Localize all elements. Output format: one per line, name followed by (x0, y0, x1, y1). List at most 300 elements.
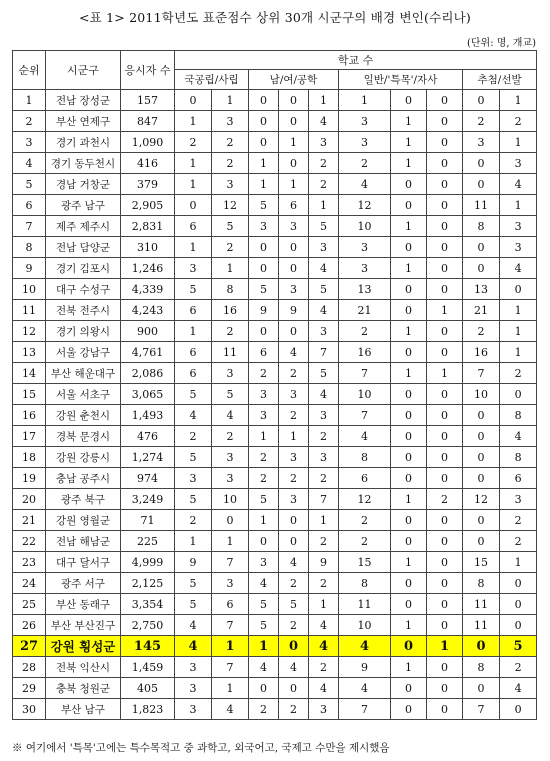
table-row (13, 216, 537, 237)
school-count-cell: 4 (175, 405, 212, 426)
school-count-cell: 4 (212, 405, 249, 426)
school-count-cell: 8 (500, 447, 537, 468)
school-count-cell: 2 (463, 321, 500, 342)
school-count-cell: 7 (309, 342, 339, 363)
school-count-cell: 2 (279, 573, 309, 594)
school-count-cell: 13 (339, 279, 391, 300)
school-count-cell: 2 (309, 468, 339, 489)
school-count-cell: 5 (249, 615, 279, 636)
school-count-cell: 0 (463, 447, 500, 468)
school-count-cell: 11 (212, 342, 249, 363)
school-count-cell: 2 (309, 531, 339, 552)
school-count-cell: 1 (391, 657, 427, 678)
school-count-cell: 1 (212, 678, 249, 699)
school-count-cell: 1 (391, 489, 427, 510)
table-row (13, 132, 537, 153)
school-count-cell: 0 (427, 132, 463, 153)
rank-cell: 28 (13, 657, 46, 678)
table-row (13, 195, 537, 216)
school-count-cell: 3 (279, 216, 309, 237)
school-count-cell: 0 (175, 90, 212, 111)
header-group-public-private: 국공립/사립 (175, 70, 249, 90)
school-count-cell: 3 (212, 174, 249, 195)
school-count-cell: 2 (212, 237, 249, 258)
applicants-cell: 1,493 (121, 405, 175, 426)
rank-cell: 25 (13, 594, 46, 615)
school-count-cell: 5 (309, 363, 339, 384)
table-row (13, 111, 537, 132)
school-count-cell: 8 (500, 405, 537, 426)
school-count-cell: 2 (339, 531, 391, 552)
school-count-cell: 5 (249, 195, 279, 216)
school-count-cell: 0 (463, 258, 500, 279)
school-count-cell: 2 (212, 321, 249, 342)
school-count-cell: 3 (339, 237, 391, 258)
school-count-cell: 2 (339, 153, 391, 174)
school-count-cell: 0 (391, 510, 427, 531)
school-count-cell: 3 (309, 405, 339, 426)
school-count-cell: 5 (175, 573, 212, 594)
school-count-cell: 1 (212, 90, 249, 111)
footnote: ※ 여기에서 '특목'고에는 특수목적고 중 과학고, 외국어고, 국제고 수만을 제시했음 (12, 742, 390, 754)
school-count-cell: 0 (427, 384, 463, 405)
school-count-cell: 0 (249, 531, 279, 552)
school-count-cell: 0 (279, 636, 309, 657)
school-count-cell: 0 (427, 195, 463, 216)
applicants-cell: 4,243 (121, 300, 175, 321)
school-count-cell: 0 (500, 573, 537, 594)
rank-cell: 1 (13, 90, 46, 111)
school-count-cell: 5 (175, 447, 212, 468)
school-count-cell: 6 (175, 342, 212, 363)
school-count-cell: 1 (249, 510, 279, 531)
region-cell: 서울 서초구 (46, 384, 121, 405)
school-count-cell: 0 (500, 594, 537, 615)
applicants-cell: 71 (121, 510, 175, 531)
school-count-cell: 0 (463, 405, 500, 426)
region-cell: 경기 과천시 (46, 132, 121, 153)
table-row (13, 573, 537, 594)
school-count-cell: 0 (391, 468, 427, 489)
school-count-cell: 8 (463, 573, 500, 594)
school-count-cell: 0 (212, 510, 249, 531)
school-count-cell: 3 (212, 447, 249, 468)
school-count-cell: 0 (391, 405, 427, 426)
table-row (13, 153, 537, 174)
school-count-cell: 4 (279, 657, 309, 678)
header-school-count: 학교 수 (175, 51, 537, 70)
school-count-cell: 2 (500, 363, 537, 384)
table-row (13, 552, 537, 573)
table-row (13, 342, 537, 363)
rank-cell: 4 (13, 153, 46, 174)
school-count-cell: 0 (463, 426, 500, 447)
school-count-cell: 2 (212, 426, 249, 447)
school-count-cell: 1 (309, 195, 339, 216)
table-row (13, 321, 537, 342)
region-cell: 대구 수성구 (46, 279, 121, 300)
school-count-cell: 16 (212, 300, 249, 321)
school-count-cell: 0 (463, 468, 500, 489)
header-applicants: 응시자 수 (121, 51, 175, 90)
rank-cell: 15 (13, 384, 46, 405)
school-count-cell: 0 (391, 174, 427, 195)
applicants-cell: 2,750 (121, 615, 175, 636)
rank-cell: 2 (13, 111, 46, 132)
school-count-cell: 2 (500, 111, 537, 132)
region-cell: 부산 동래구 (46, 594, 121, 615)
school-count-cell: 6 (175, 300, 212, 321)
rank-cell: 10 (13, 279, 46, 300)
school-count-cell: 7 (463, 699, 500, 720)
school-count-cell: 2 (175, 510, 212, 531)
region-cell: 대구 달서구 (46, 552, 121, 573)
applicants-cell: 2,905 (121, 195, 175, 216)
school-count-cell: 7 (463, 363, 500, 384)
school-count-cell: 0 (427, 468, 463, 489)
school-count-cell: 2 (249, 447, 279, 468)
school-count-cell: 0 (500, 699, 537, 720)
school-count-cell: 1 (427, 300, 463, 321)
school-count-cell: 11 (463, 195, 500, 216)
table-row (13, 300, 537, 321)
school-count-cell: 2 (175, 132, 212, 153)
table-row (13, 363, 537, 384)
table-row (13, 405, 537, 426)
school-count-cell: 1 (249, 153, 279, 174)
school-count-cell: 1 (427, 363, 463, 384)
school-count-cell: 6 (339, 468, 391, 489)
school-count-cell: 0 (279, 258, 309, 279)
region-cell: 경기 의왕시 (46, 321, 121, 342)
school-count-cell: 4 (339, 174, 391, 195)
school-count-cell: 0 (249, 132, 279, 153)
school-count-cell: 0 (427, 153, 463, 174)
applicants-cell: 2,831 (121, 216, 175, 237)
school-count-cell: 7 (212, 657, 249, 678)
school-count-cell: 4 (279, 552, 309, 573)
table-row (13, 237, 537, 258)
school-count-cell: 2 (249, 699, 279, 720)
region-cell: 강원 횡성군 (46, 636, 121, 657)
region-cell: 충북 청원군 (46, 678, 121, 699)
school-count-cell: 3 (249, 384, 279, 405)
school-count-cell: 4 (339, 678, 391, 699)
table-row (13, 174, 537, 195)
school-count-cell: 1 (249, 174, 279, 195)
school-count-cell: 4 (309, 384, 339, 405)
school-count-cell: 4 (175, 615, 212, 636)
school-count-cell: 0 (249, 321, 279, 342)
school-count-cell: 0 (427, 279, 463, 300)
school-count-cell: 1 (339, 90, 391, 111)
table-row (13, 636, 537, 657)
school-count-cell: 0 (391, 279, 427, 300)
school-count-cell: 4 (500, 426, 537, 447)
school-count-cell: 4 (249, 657, 279, 678)
region-cell: 전남 담양군 (46, 237, 121, 258)
school-count-cell: 6 (500, 468, 537, 489)
school-count-cell: 2 (279, 468, 309, 489)
school-count-cell: 0 (427, 258, 463, 279)
rank-cell: 13 (13, 342, 46, 363)
region-cell: 광주 북구 (46, 489, 121, 510)
table-row (13, 279, 537, 300)
school-count-cell: 0 (463, 90, 500, 111)
table-row (13, 615, 537, 636)
school-count-cell: 3 (175, 258, 212, 279)
school-count-cell: 3 (249, 216, 279, 237)
school-count-cell: 5 (279, 594, 309, 615)
applicants-cell: 4,999 (121, 552, 175, 573)
school-count-cell: 2 (279, 615, 309, 636)
school-count-cell: 9 (279, 300, 309, 321)
school-count-cell: 3 (500, 216, 537, 237)
school-count-cell: 0 (391, 90, 427, 111)
school-count-cell: 3 (175, 699, 212, 720)
school-count-cell: 1 (391, 321, 427, 342)
school-count-cell: 2 (279, 699, 309, 720)
region-cell: 경북 문경시 (46, 426, 121, 447)
school-count-cell: 3 (309, 321, 339, 342)
school-count-cell: 1 (175, 174, 212, 195)
applicants-cell: 847 (121, 111, 175, 132)
school-count-cell: 0 (427, 510, 463, 531)
applicants-cell: 476 (121, 426, 175, 447)
school-count-cell: 0 (463, 174, 500, 195)
school-count-cell: 3 (309, 447, 339, 468)
school-count-cell: 4 (339, 426, 391, 447)
applicants-cell: 1,459 (121, 657, 175, 678)
unit-note: (단위: 명, 개교) (466, 38, 536, 49)
school-count-cell: 3 (500, 153, 537, 174)
school-count-cell: 2 (500, 531, 537, 552)
school-count-cell: 10 (212, 489, 249, 510)
school-count-cell: 5 (249, 489, 279, 510)
school-count-cell: 0 (249, 111, 279, 132)
rank-cell: 6 (13, 195, 46, 216)
school-count-cell: 3 (249, 405, 279, 426)
rank-cell: 18 (13, 447, 46, 468)
school-count-cell: 3 (212, 468, 249, 489)
school-count-cell: 9 (249, 300, 279, 321)
school-count-cell: 3 (212, 573, 249, 594)
school-count-cell: 2 (309, 426, 339, 447)
school-count-cell: 1 (212, 531, 249, 552)
rank-cell: 7 (13, 216, 46, 237)
school-count-cell: 6 (279, 195, 309, 216)
school-count-cell: 0 (463, 237, 500, 258)
region-cell: 전북 전주시 (46, 300, 121, 321)
rank-cell: 22 (13, 531, 46, 552)
school-count-cell: 0 (427, 216, 463, 237)
school-count-cell: 21 (339, 300, 391, 321)
school-count-cell: 5 (249, 594, 279, 615)
school-count-cell: 5 (175, 489, 212, 510)
school-count-cell: 0 (391, 531, 427, 552)
school-count-cell: 7 (339, 699, 391, 720)
school-count-cell: 0 (175, 195, 212, 216)
school-count-cell: 0 (427, 111, 463, 132)
school-count-cell: 10 (339, 615, 391, 636)
school-count-cell: 0 (427, 573, 463, 594)
region-cell: 부산 남구 (46, 699, 121, 720)
school-count-cell: 3 (309, 237, 339, 258)
school-count-cell: 4 (279, 342, 309, 363)
rank-cell: 12 (13, 321, 46, 342)
region-cell: 전남 장성군 (46, 90, 121, 111)
applicants-cell: 4,761 (121, 342, 175, 363)
school-count-cell: 0 (279, 678, 309, 699)
school-count-cell: 4 (309, 615, 339, 636)
school-count-cell: 3 (500, 489, 537, 510)
table-row (13, 699, 537, 720)
school-count-cell: 0 (391, 237, 427, 258)
school-count-cell: 2 (279, 363, 309, 384)
school-count-cell: 2 (309, 153, 339, 174)
school-count-cell: 1 (500, 321, 537, 342)
school-count-cell: 2 (339, 321, 391, 342)
rank-cell: 11 (13, 300, 46, 321)
school-count-cell: 1 (309, 594, 339, 615)
school-count-cell: 4 (500, 174, 537, 195)
school-count-cell: 0 (391, 699, 427, 720)
region-cell: 부산 해운대구 (46, 363, 121, 384)
header-group-school-type: 일반/'특목'/자사 (339, 70, 463, 90)
school-count-cell: 0 (279, 237, 309, 258)
school-count-cell: 2 (249, 363, 279, 384)
school-count-cell: 5 (175, 384, 212, 405)
school-count-cell: 5 (500, 636, 537, 657)
school-count-cell: 0 (500, 615, 537, 636)
rank-cell: 30 (13, 699, 46, 720)
school-count-cell: 0 (463, 636, 500, 657)
applicants-cell: 1,823 (121, 699, 175, 720)
school-count-cell: 0 (463, 531, 500, 552)
rank-cell: 26 (13, 615, 46, 636)
rank-cell: 27 (13, 636, 46, 657)
school-count-cell: 9 (309, 552, 339, 573)
school-count-cell: 13 (463, 279, 500, 300)
school-count-cell: 15 (339, 552, 391, 573)
school-count-cell: 5 (212, 384, 249, 405)
school-count-cell: 3 (175, 678, 212, 699)
school-count-cell: 1 (249, 426, 279, 447)
applicants-cell: 310 (121, 237, 175, 258)
school-count-cell: 0 (279, 111, 309, 132)
school-count-cell: 1 (500, 195, 537, 216)
school-count-cell: 1 (391, 132, 427, 153)
school-count-cell: 3 (279, 489, 309, 510)
applicants-cell: 1,090 (121, 132, 175, 153)
school-count-cell: 3 (339, 258, 391, 279)
school-count-cell: 4 (500, 678, 537, 699)
rank-cell: 21 (13, 510, 46, 531)
header-group-admission: 추첨/선발 (463, 70, 537, 90)
region-cell: 강원 강릉시 (46, 447, 121, 468)
rank-cell: 3 (13, 132, 46, 153)
school-count-cell: 5 (309, 279, 339, 300)
school-count-cell: 7 (212, 552, 249, 573)
table-row (13, 90, 537, 111)
school-count-cell: 0 (427, 657, 463, 678)
table-title: <표 1> 2011학년도 표준점수 상위 30개 시군구의 배경 변인(수리나) (78, 10, 471, 25)
school-count-cell: 0 (500, 384, 537, 405)
school-count-cell: 3 (309, 132, 339, 153)
school-count-cell: 1 (391, 258, 427, 279)
region-cell: 강원 영월군 (46, 510, 121, 531)
school-count-cell: 1 (427, 636, 463, 657)
school-count-cell: 1 (212, 258, 249, 279)
rank-cell: 9 (13, 258, 46, 279)
school-count-cell: 12 (339, 489, 391, 510)
school-count-cell: 7 (212, 615, 249, 636)
region-cell: 전북 익산시 (46, 657, 121, 678)
applicants-cell: 2,086 (121, 363, 175, 384)
school-count-cell: 0 (427, 447, 463, 468)
applicants-cell: 1,274 (121, 447, 175, 468)
school-count-cell: 1 (500, 552, 537, 573)
region-cell: 부산 연제구 (46, 111, 121, 132)
school-count-cell: 1 (175, 153, 212, 174)
school-count-cell: 0 (427, 321, 463, 342)
region-cell: 경기 김포시 (46, 258, 121, 279)
school-count-cell: 1 (279, 174, 309, 195)
school-count-cell: 9 (339, 657, 391, 678)
school-count-cell: 16 (339, 342, 391, 363)
school-count-cell: 5 (309, 216, 339, 237)
school-count-cell: 10 (339, 384, 391, 405)
rank-cell: 17 (13, 426, 46, 447)
school-count-cell: 7 (339, 363, 391, 384)
school-count-cell: 5 (249, 279, 279, 300)
school-count-cell: 12 (463, 489, 500, 510)
applicants-cell: 379 (121, 174, 175, 195)
school-count-cell: 5 (175, 279, 212, 300)
school-count-cell: 6 (212, 594, 249, 615)
school-count-cell: 8 (463, 657, 500, 678)
school-count-cell: 2 (249, 468, 279, 489)
school-count-cell: 3 (463, 132, 500, 153)
school-count-cell: 0 (427, 174, 463, 195)
school-count-cell: 3 (175, 468, 212, 489)
school-count-cell: 4 (309, 258, 339, 279)
region-cell: 광주 서구 (46, 573, 121, 594)
region-cell: 서울 강남구 (46, 342, 121, 363)
region-cell: 경남 거창군 (46, 174, 121, 195)
rank-cell: 19 (13, 468, 46, 489)
school-count-cell: 0 (427, 678, 463, 699)
table-row (13, 258, 537, 279)
school-count-cell: 2 (279, 405, 309, 426)
school-count-cell: 0 (427, 552, 463, 573)
school-count-cell: 3 (249, 552, 279, 573)
school-count-cell: 0 (279, 90, 309, 111)
school-count-cell: 1 (500, 342, 537, 363)
school-count-cell: 0 (500, 279, 537, 300)
applicants-cell: 405 (121, 678, 175, 699)
school-count-cell: 8 (212, 279, 249, 300)
rank-cell: 20 (13, 489, 46, 510)
school-count-cell: 0 (249, 678, 279, 699)
school-count-cell: 1 (279, 426, 309, 447)
school-count-cell: 1 (500, 132, 537, 153)
school-count-cell: 0 (427, 426, 463, 447)
school-count-cell: 12 (339, 195, 391, 216)
school-count-cell: 4 (309, 678, 339, 699)
school-count-cell: 1 (175, 237, 212, 258)
rank-cell: 14 (13, 363, 46, 384)
